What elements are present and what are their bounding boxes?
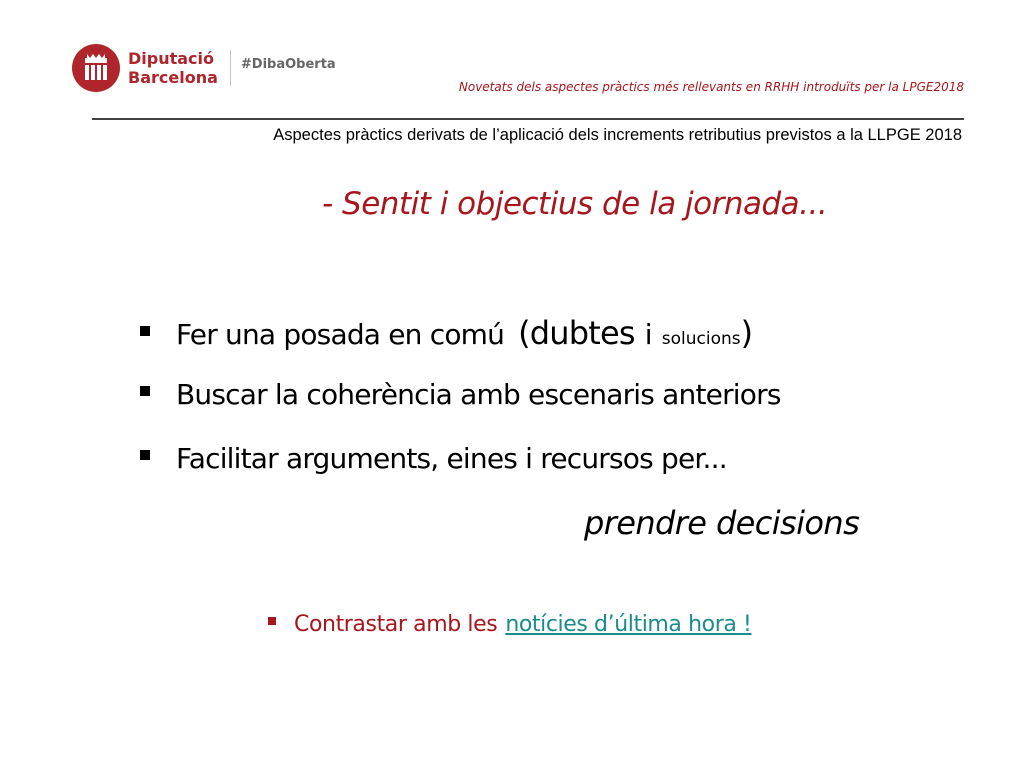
logo-text xyxy=(128,49,218,87)
list-item xyxy=(140,378,781,442)
bullet-small-text: solucions xyxy=(661,329,741,349)
bullet-text: Fer una posada en comú xyxy=(176,318,505,351)
bullet-square-icon xyxy=(140,326,150,336)
hashtag: #DibaOberta xyxy=(240,56,336,72)
list-item xyxy=(140,314,781,378)
logo-separator xyxy=(230,50,231,86)
presentation-title: Novetats dels aspectes pràctics més rellevants en RRHH introduïts per la LPGE2018 xyxy=(458,80,964,94)
bullet-paren-open: (dubtes xyxy=(518,314,635,352)
bullet-connector: i xyxy=(644,318,652,351)
presentation-subtitle: Aspectes pràctics derivats de l’aplicació dels increments retributius previstos a la LLPGE 2018 xyxy=(273,126,962,144)
conclusion-text: prendre decisions xyxy=(584,504,860,542)
list-item xyxy=(140,442,781,506)
section-heading: - Sentit i objectius de la jornada... xyxy=(322,186,828,222)
bullet-paren-close: ) xyxy=(740,314,753,352)
bullet-square-icon xyxy=(268,617,276,625)
logo xyxy=(72,44,336,92)
diputacio-barcelona-logo-icon xyxy=(72,44,120,92)
bullet-square-icon xyxy=(140,450,150,460)
news-link[interactable]: notícies d’última hora ! xyxy=(505,612,752,637)
news-text: Contrastar amb les xyxy=(294,612,498,637)
logo-line1: Diputació xyxy=(128,49,215,68)
logo-line2: Barcelona xyxy=(128,68,218,87)
header-divider xyxy=(92,118,964,120)
bullet-text: Buscar la coherència amb escenaris anteriors xyxy=(176,378,781,411)
news-item xyxy=(268,612,751,637)
bullet-square-icon xyxy=(140,386,150,396)
bullet-text: Facilitar arguments, eines i recursos per... xyxy=(176,442,727,475)
bullet-list xyxy=(140,314,781,506)
